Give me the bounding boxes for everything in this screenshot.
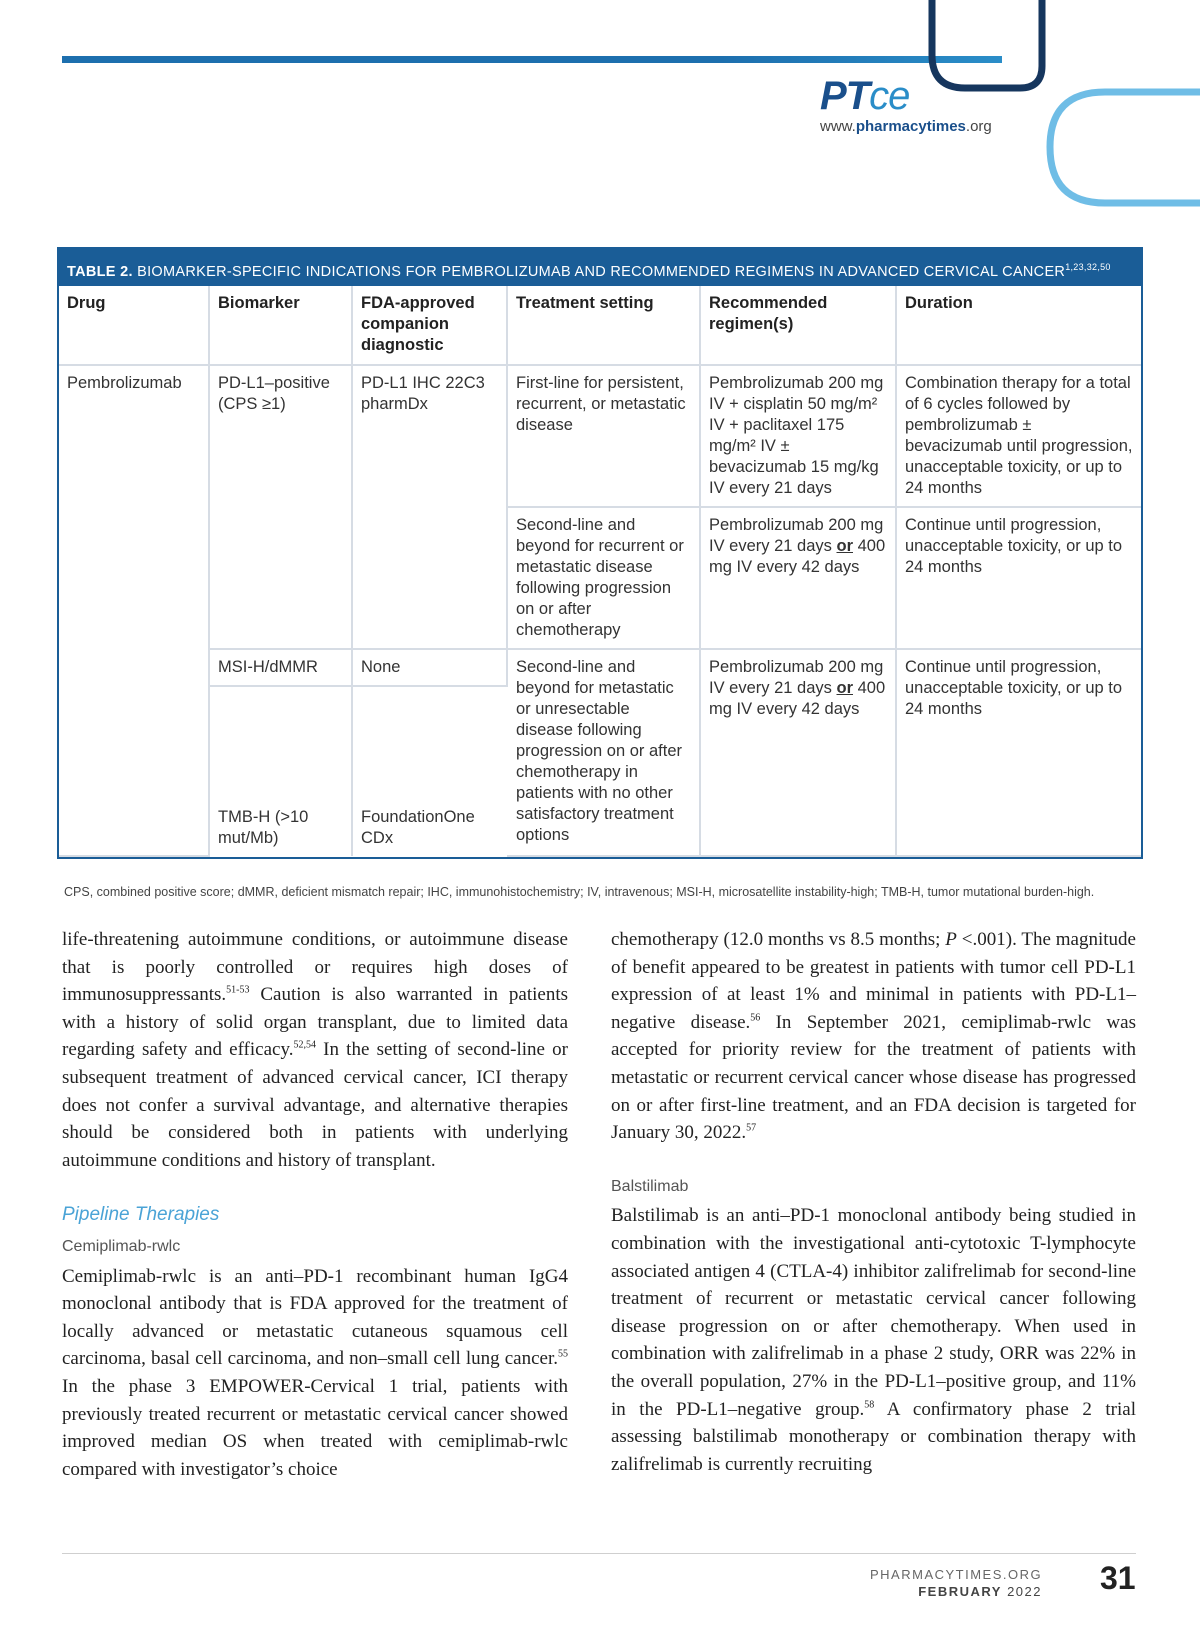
table-footnote: CPS, combined positive score; dMMR, deficient mismatch repair; IHC, immunohistochemistry; IV, intravenous; MSI-H, microsatellite instability-high; TMB-H, tumor mutational burden-high.	[64, 885, 1095, 899]
table-row	[59, 649, 1141, 686]
regimen-cell: Pembrolizumab 200 mg IV every 21 days or 400 mg IV every 42 days	[700, 507, 896, 649]
column-header: Recommended regimen(s)	[700, 286, 896, 365]
paragraph: chemotherapy (12.0 months vs 8.5 months; P <.001). The magnitude of benefit appeared to be greatest in patients with tumor cell PD-L1 expression of at least 1% and minimal in patients with PD-L1–negative disease.$^{56}$ In September 2021, cemiplimab-rwlc was accepted for priority review for the treatment of patients with metastatic or recurrent cervical cancer whose disease has progressed on or after first-line treatment, and an FDA decision is targeted for January 30, 2022.57	[611, 929, 1136, 1144]
duration-cell: Continue until progression, unacceptable toxicity, or up to 24 months	[896, 507, 1141, 649]
column-header: Duration	[896, 286, 1141, 365]
duration-cell: Continue until progression, unacceptable toxicity, or up to 24 months	[896, 649, 1141, 856]
column-header: Drug	[59, 286, 209, 365]
body-column-right	[611, 926, 1136, 1478]
regimen-cell: Pembrolizumab 200 mg IV + cisplatin 50 mg/m² IV + paclitaxel 175 mg/m² IV ± bevacizumab 15 mg/kg IV every 21 days	[700, 365, 896, 507]
footer-site: PHARMACYTIMES.ORG	[870, 1567, 1043, 1582]
logo-url: www.pharmacytimes.org	[820, 118, 992, 135]
table-grid	[59, 286, 1141, 857]
subsection-heading: Cemiplimab-rwlc	[62, 1237, 181, 1255]
table-header-row	[59, 286, 1141, 365]
paragraph: Cemiplimab-rwlc is an anti–PD-1 recombinant human IgG4 monoclonal antibody that is FDA approved for the treatment of locally advanced or metastatic cutaneous squamous cell carcinoma, basal cell carcinoma, and non–small cell lung cancer.$^{55}$ In the phase 3 EMPOWER-Cervical 1 trial, patients with previously treated recurrent or metastatic cervical cancer showed improved median OS when treated with cemiplimab-rwlc compared with investigator’s choice	[62, 1265, 568, 1480]
column-header: Treatment setting	[507, 286, 700, 365]
biomarker-cell: PD-L1–positive (CPS ≥1)	[209, 365, 352, 649]
setting-cell: Second-line and beyond for metastatic or unresectable disease following progression on or after chemotherapy in patients with no other satisfactory treatment options	[507, 649, 700, 856]
table-row	[59, 365, 1141, 507]
drug-cell: Pembrolizumab	[59, 365, 209, 856]
body-column-left	[62, 926, 568, 1483]
ptce-logo	[820, 76, 1030, 135]
biomarker-table	[57, 247, 1143, 859]
biomarker-cell: MSI-H/dMMR	[209, 649, 352, 686]
subsection-heading: Balstilimab	[611, 1177, 689, 1195]
section-heading: Pipeline Therapies	[62, 1204, 220, 1226]
duration-cell: Combination therapy for a total of 6 cycles followed by pembrolizumab ± bevacizumab until progression, unacceptable toxicity, or up to 24 months	[896, 365, 1141, 507]
footer-date: FEBRUARY 2022	[918, 1584, 1042, 1599]
diagnostic-cell: PD-L1 IHC 22C3 pharmDx	[352, 365, 507, 649]
table-title: TABLE 2. BIOMARKER-SPECIFIC INDICATIONS FOR PEMBROLIZUMAB AND RECOMMENDED REGIMENS IN ADVANCED CERVICAL CANCER$^{1,23,32,50}$	[59, 249, 1141, 286]
regimen-cell: Pembrolizumab 200 mg IV every 21 days or 400 mg IV every 42 days	[700, 649, 896, 856]
column-header: FDA-approved companion diagnostic	[352, 286, 507, 365]
footer-rule	[62, 1553, 1136, 1554]
setting-cell: First-line for persistent, recurrent, or metastatic disease	[507, 365, 700, 507]
paragraph: life-threatening autoimmune conditions, or autoimmune disease that is poorly controlled or requires high doses of immunosuppressants.$^{51-53}$ Caution is also warranted in patients with a history of solid organ transplant, due to limited data regarding safety and efficacy.$^{52,54}$ In the setting of second-line or subsequent treatment of advanced cervical cancer, ICI therapy does not confer a survival advantage, and alternative therapies should be considered both in patients with underlying autoimmune conditions and history of transplant.	[62, 929, 569, 1171]
paragraph: Balstilimab is an anti–PD-1 monoclonal antibody being studied in combination with the investigational anti-cytotoxic T-lymphocyte associated antigen 4 (CTLA-4) inhibitor zalifrelimab for second-line treatment of recurrent or metastatic cervical cancer following disease progression on or after chemotherapy. When used in combination with zalifrelimab in a phase 2 study, ORR was 22% in the overall population, 27% in the PD-L1–positive group, and 11% in the PD-L1–negative group.$^{58}$ A confirmatory phase 2 trial assessing balstilimab monotherapy or combination therapy with zalifrelimab is currently recruiting	[611, 1205, 1136, 1475]
diagnostic-cell: FoundationOne CDx	[361, 807, 475, 847]
header-rule	[62, 56, 1002, 63]
logo-mark: PTce	[820, 74, 910, 118]
diagnostic-cell: None	[352, 649, 507, 686]
biomarker-cell: TMB-H (>10 mut/Mb)	[209, 686, 352, 856]
page-number: 31	[1100, 1560, 1136, 1596]
setting-cell: Second-line and beyond for recurrent or metastatic disease following progression on or after chemotherapy	[507, 507, 700, 649]
column-header: Biomarker	[209, 286, 352, 365]
